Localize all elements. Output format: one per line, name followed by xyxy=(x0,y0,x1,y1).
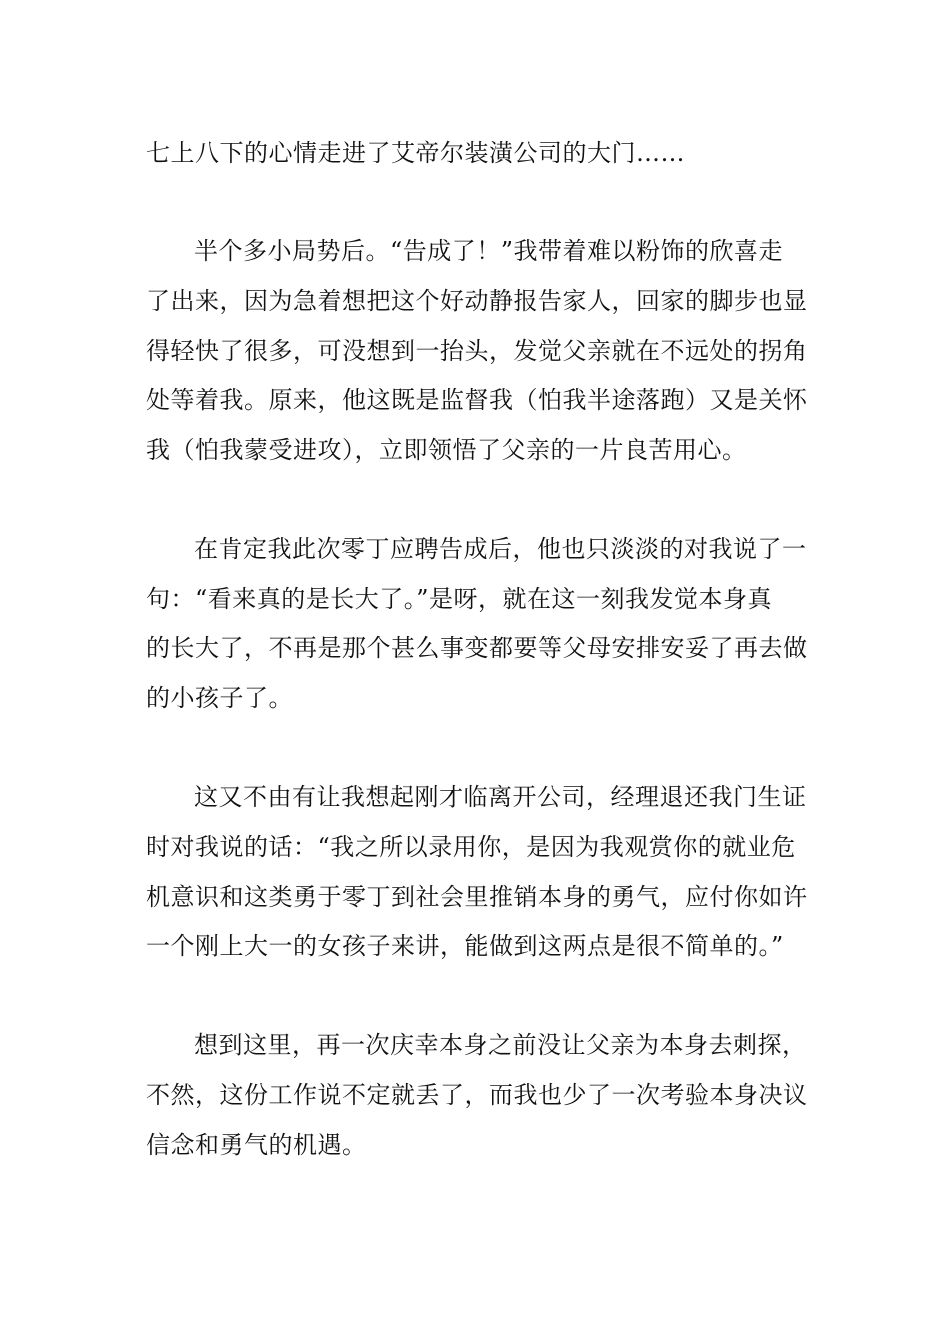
text-line: 信念和勇气的机遇。 xyxy=(146,1131,367,1159)
text-line: 处等着我。原来，他这既是监督我（怕我半途落跑）又是关怀 xyxy=(146,386,808,414)
text-line: 的长大了，不再是那个甚么事变都要等父母安排安妥了再去做 xyxy=(146,634,808,662)
text-line: 七上八下的心情走进了艾帝尔装潢公司的大门…… xyxy=(146,139,685,167)
text-line: 不然，这份工作说不定就丢了，而我也少了一次考验本身决议 xyxy=(146,1081,808,1109)
text-line: 句：“看来真的是长大了。”是呀，就在这一刻我发觉本身真 xyxy=(146,585,773,613)
text-line: 在肯定我此次零丁应聘告成后，他也只淡淡的对我说了一 xyxy=(194,535,807,563)
text-line: 我（怕我蒙受进攻），立即领悟了父亲的一片良苦用心。 xyxy=(146,436,747,464)
text-line: 时对我说的话：“我之所以录用你，是因为我观赏你的就业危 xyxy=(146,833,796,861)
text-line: 机意识和这类勇于零丁到社会里推销本身的勇气，应付你如许 xyxy=(146,883,808,911)
text-line: 了出来，因为急着想把这个好动静报告家人，回家的脚步也显 xyxy=(146,287,808,315)
text-line: 半个多小局势后。“告成了！”我带着难以粉饰的欣喜走 xyxy=(194,237,784,265)
text-line: 的小孩子了。 xyxy=(146,684,293,712)
text-line: 这又不由有让我想起刚才临离开公司，经理退还我门生证 xyxy=(194,783,807,811)
text-line: 一个刚上大一的女孩子来讲，能做到这两点是很不简单的。” xyxy=(146,932,784,960)
text-line: 得轻快了很多，可没想到一抬头，发觉父亲就在不远处的拐角 xyxy=(146,337,808,365)
text-line: 想到这里，再一次庆幸本身之前没让父亲为本身去刺探， xyxy=(194,1031,807,1059)
